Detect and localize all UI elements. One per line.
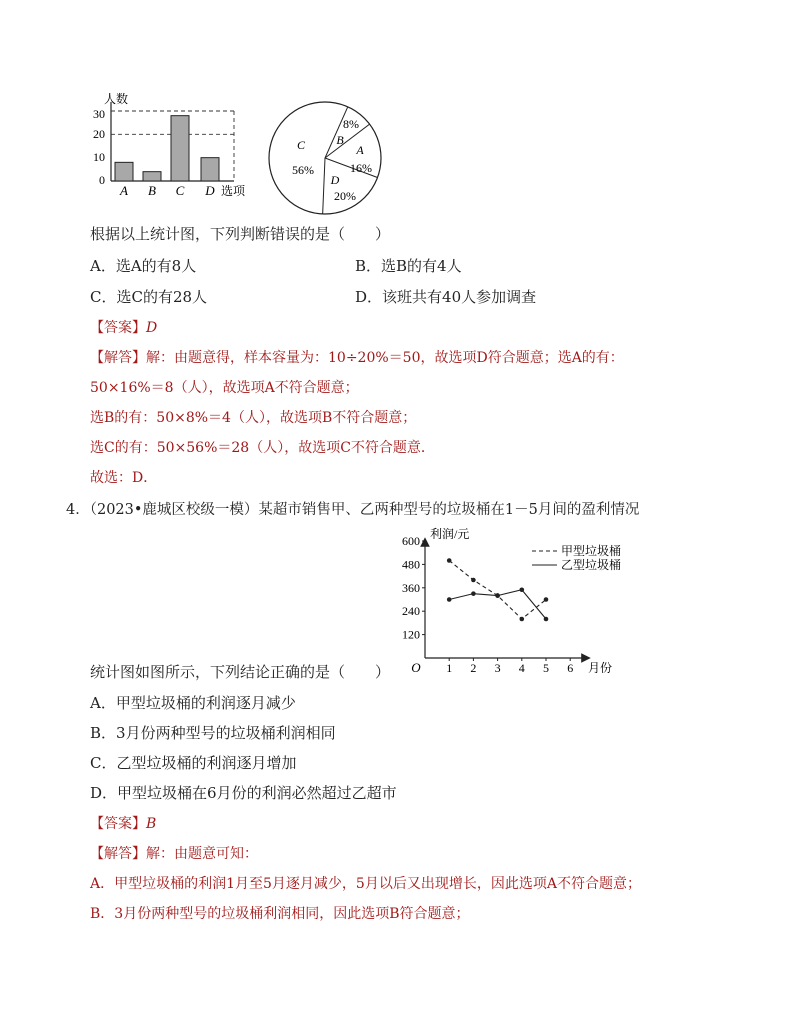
line-point-2 bbox=[447, 597, 452, 602]
pie-label-b-pct: 8% bbox=[343, 117, 359, 131]
line-xlabel: 月份 bbox=[588, 661, 613, 675]
q3-option-d: D．该班共有40人参加调查 bbox=[355, 288, 537, 306]
solution-label: 【解答】 bbox=[90, 350, 146, 366]
line-series-1 bbox=[449, 561, 546, 620]
answer-label: 【答案】 bbox=[90, 816, 146, 832]
pie-label-c: C bbox=[296, 138, 306, 152]
solution-text: 解：由题意得，样本容量为：10÷20%＝50，故选项D符合题意；选A的有： bbox=[146, 350, 624, 366]
line-xtick-label: 5 bbox=[543, 661, 549, 675]
bar-ylabel: 人数 bbox=[104, 92, 129, 106]
line-xtick-label: 3 bbox=[494, 661, 501, 675]
q4-option-d: D．甲型垃圾桶在6月份的利润必然超过乙超市 bbox=[90, 784, 397, 802]
q3-solution-line-3: 选B的有：50×8%＝4（人），故选项B不符合题意； bbox=[90, 410, 417, 426]
q4-option-b: B．3月份两种型号的垃圾桶利润相同 bbox=[90, 724, 336, 742]
bar-ytick: 10 bbox=[93, 150, 105, 164]
answer-value: D bbox=[146, 320, 158, 336]
pie-label-a-pct: 16% bbox=[350, 161, 372, 175]
line-point-1 bbox=[447, 558, 452, 563]
q3-stem: 根据以上统计图，下列判断错误的是（ ） bbox=[90, 225, 391, 243]
line-origin: O bbox=[411, 660, 421, 675]
bar-d bbox=[201, 158, 219, 181]
bar-xtick: C bbox=[175, 183, 185, 198]
bar-b bbox=[143, 172, 161, 181]
q4-answer bbox=[90, 813, 156, 833]
q4-stem-line-2: 统计图如图所示，下列结论正确的是（ ） bbox=[90, 663, 391, 681]
q3-solution-line-1 bbox=[90, 347, 624, 367]
answer-label: 【答案】 bbox=[90, 320, 146, 336]
q4-solution-line-1: A．甲型垃圾桶的利润1月至5月逐月减少，5月以后又出现增长，因此选项A不符合题意； bbox=[90, 876, 641, 892]
line-point-2 bbox=[495, 593, 500, 598]
q3-option-b: B．选B的有4人 bbox=[355, 257, 462, 275]
line-ytick-label: 600 bbox=[402, 534, 420, 548]
legend-series-1: 甲型垃圾桶 bbox=[561, 544, 622, 558]
q4-stem-line-1: 4．（2023•鹿城区校级一模）某超市销售甲、乙两种型号的垃圾桶在1－5月间的盈利情况 bbox=[66, 502, 640, 518]
bar-xtick: A bbox=[120, 183, 128, 198]
bar-c bbox=[171, 116, 189, 181]
line-xtick-label: 1 bbox=[446, 661, 453, 675]
line-point-1 bbox=[520, 617, 525, 622]
line-point-2 bbox=[520, 587, 525, 592]
legend-series-2: 乙型垃圾桶 bbox=[561, 558, 622, 572]
q4-option-c: C．乙型垃圾桶的利润逐月增加 bbox=[90, 754, 297, 772]
line-point-2 bbox=[544, 617, 549, 622]
bar-chart bbox=[86, 88, 266, 206]
line-xtick-label: 2 bbox=[470, 661, 477, 675]
q3-option-c: C．选C的有28人 bbox=[90, 288, 208, 306]
pie-label-d-pct: 20% bbox=[334, 189, 356, 203]
bar-ytick: 30 bbox=[93, 107, 105, 121]
solution-text: 解：由题意可知： bbox=[146, 846, 258, 862]
line-ytick-label: 480 bbox=[402, 557, 420, 572]
solution-label: 【解答】 bbox=[90, 846, 146, 862]
q3-solution-line-4: 选C的有：50×56%＝28（人），故选项C不符合题意． bbox=[90, 440, 435, 456]
bar-ytick: 0 bbox=[99, 173, 105, 187]
q3-solution-line-5: 故选：D． bbox=[90, 470, 158, 486]
bar-ytick: 20 bbox=[93, 127, 105, 141]
pie-label-d: D bbox=[330, 173, 340, 187]
pie-label-b: B bbox=[336, 133, 344, 147]
line-ylabel: 利润/元 bbox=[430, 527, 470, 541]
line-chart bbox=[402, 522, 648, 680]
q3-option-a: A．选A的有8人 bbox=[90, 257, 197, 275]
q3-solution-line-2: 50×16%＝8（人），故选项A不符合题意； bbox=[90, 380, 359, 396]
q3-answer bbox=[90, 317, 157, 337]
bar-xtick: D bbox=[205, 183, 215, 198]
pie-label-c-pct: 56% bbox=[292, 163, 314, 177]
line-point-1 bbox=[544, 597, 549, 602]
line-xtick-label: 6 bbox=[567, 661, 574, 675]
bar-a bbox=[115, 162, 133, 181]
q4-solution-intro bbox=[90, 843, 258, 863]
q4-solution-line-2: B．3月份两种型号的垃圾桶利润相同，因此选项B符合题意； bbox=[90, 906, 470, 922]
bar-xtick: B bbox=[148, 183, 156, 198]
q4-option-a: A．甲型垃圾桶的利润逐月减少 bbox=[90, 694, 296, 712]
bar-xlabel: 选项 bbox=[221, 184, 246, 198]
line-point-1 bbox=[471, 578, 476, 583]
answer-value: B bbox=[146, 816, 157, 832]
pie-label-a: A bbox=[356, 143, 364, 157]
line-ytick-label: 120 bbox=[402, 627, 420, 642]
line-point-2 bbox=[471, 591, 476, 596]
line-ytick-label: 360 bbox=[402, 580, 420, 595]
line-xtick-label: 4 bbox=[518, 661, 525, 675]
pie-chart bbox=[265, 98, 385, 218]
line-ytick-label: 240 bbox=[402, 604, 420, 619]
